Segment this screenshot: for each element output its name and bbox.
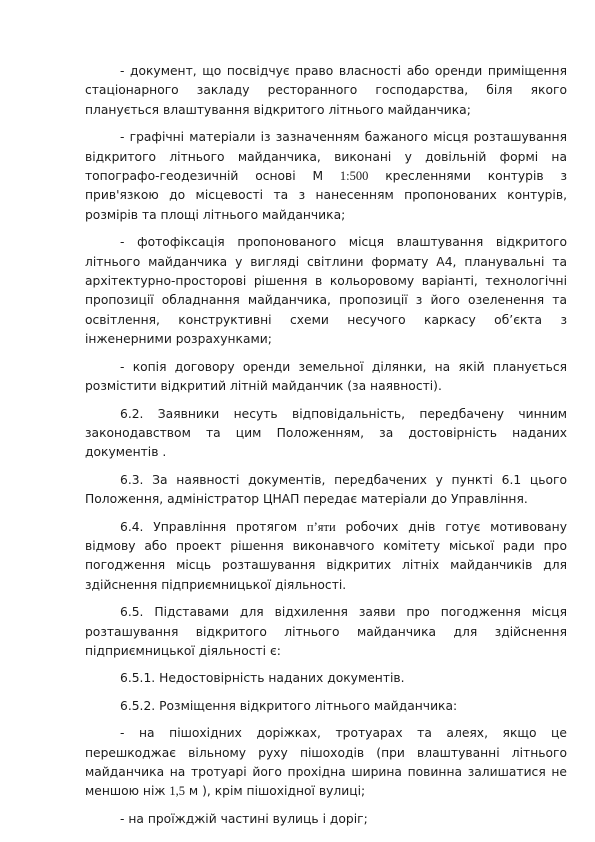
paragraph-6-5-1: [85, 669, 567, 688]
paragraph-sidewalks: [85, 724, 567, 802]
scale-value: 1:500: [339, 169, 369, 184]
paragraph-text: м ), крім пішохідної вулиці;: [185, 784, 366, 799]
width-value: 1,5: [169, 784, 185, 799]
paragraph-text: 6.5. Підставами для відхилення заяви про погодження місця розташування відкритого літнього майданчика для здійснення підприємницької діяльності є:: [85, 605, 567, 658]
paragraph-text: - на проїжджій частині вулиць і доріг;: [120, 811, 368, 826]
paragraph-graphic-materials: [85, 128, 567, 225]
paragraph-text: 6.5.2. Розміщення відкритого літнього майданчика:: [120, 698, 458, 713]
paragraph-text: 6.2. Заявники несуть відповідальність, передбачену чинним законодавством та цим Положенням, за достовірність наданих документів .: [85, 406, 567, 460]
paragraph-text: - графічні матеріали із зазначенням бажаного місця розташування відкритого літнього майданчика, виконані у довільній формі на топографо-геодезичній основі М: [85, 130, 567, 184]
paragraph-text: 6.4. Управління протягом: [120, 519, 307, 534]
paragraph-ownership-document: [85, 62, 567, 120]
paragraph-6-4: [85, 518, 567, 596]
paragraph-text: - копія договору оренди земельної ділянки, на якій планується розмістити відкритий літній майданчик (за наявності).: [85, 359, 567, 394]
days-value: п’яти: [306, 519, 336, 534]
paragraph-text: кресленнями контурів з прив'язкою до місцевості та з нанесенням пропонованих контурів, розмірів та площі літнього майданчика;: [85, 169, 567, 222]
paragraph-6-5: [85, 603, 567, 661]
paragraph-text: 6.5.1. Недостовірність наданих документів.: [120, 671, 405, 686]
paragraph-6-3: [85, 471, 567, 510]
paragraph-text: - на пішохідних доріжках, тротуарах та алеях, якщо це перешкоджає вільному руху пішоходів (при влаштуванні літнього майданчика на тротуарі його прохідна ширина повинна залишатися не меншою ніж: [85, 726, 567, 799]
paragraph-roadway: [85, 810, 567, 829]
paragraph-text: 6.3. За наявності документів, передбачених у пункті 6.1 цього Положення, адміністратор ЦНАП передає матеріали до Управління.: [85, 472, 567, 507]
paragraph-land-lease: [85, 358, 567, 397]
paragraph-6-2: [85, 405, 567, 463]
paragraph-text: робочих днів готує мотивовану відмову або проект рішення виконавчого комітету міської ради про погодження місць розташування відкритих літніх майданчиків для здійснення підприємницької діяльності.: [85, 519, 567, 592]
paragraph-6-5-2: [85, 697, 567, 716]
paragraph-text: - документ, що посвідчує право власності або оренди приміщення стаціонарного закладу ресторанного господарства, біля якого планується влаштування відкритого літнього майданчика;: [85, 64, 567, 117]
paragraph-photo-fixation: [85, 233, 567, 349]
paragraph-text: - фотофіксація пропонованого місця влаштування відкритого літнього майданчика у вигляді світлини формату А4, планувальні та архітектурно-просторові рішення в кольоровому варіанті, технологічні пропозиції обладнання майданчика, пропозиції з його озеленення та освітлення, конструктивні схеми несучого каркасу об’єкта з інженерними розрахунками;: [85, 235, 567, 347]
document-body: [85, 62, 567, 837]
